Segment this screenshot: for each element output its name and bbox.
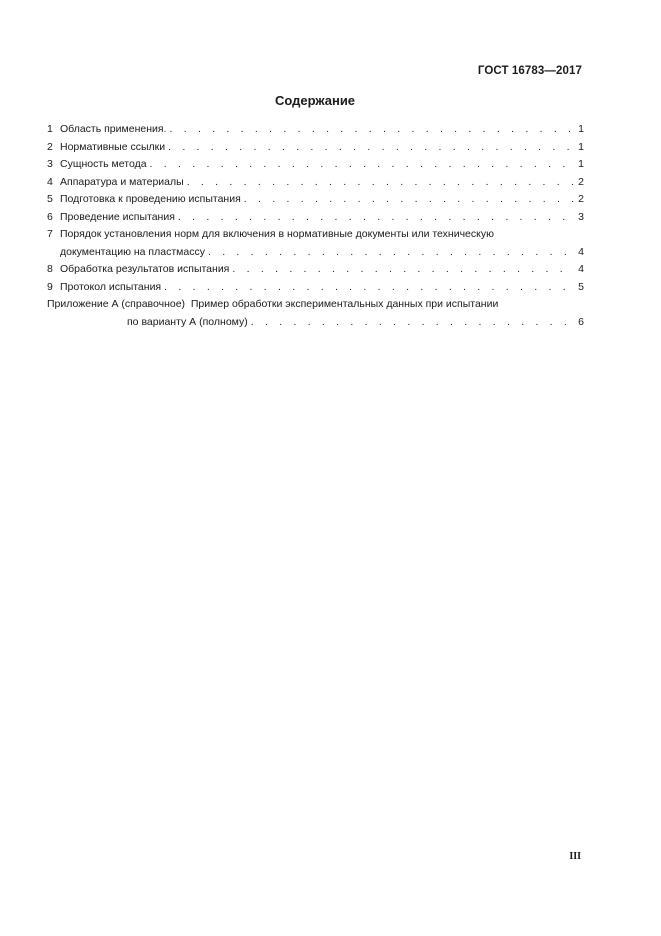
dot-leader xyxy=(178,209,575,227)
toc-entry-page: 3 xyxy=(578,210,584,223)
toc-entry-page: 1 xyxy=(578,140,584,153)
toc-entry-number: 9 xyxy=(47,280,53,293)
toc-entry-label-line1: Порядок установления норм для включения в нормативные документы или техническую xyxy=(60,228,494,240)
dot-leader xyxy=(168,139,575,157)
toc-entry-number: 7 xyxy=(47,228,53,240)
document-code: ГОСТ 16783—2017 xyxy=(477,65,582,77)
dot-leader xyxy=(232,261,575,279)
toc-entry-9[interactable] xyxy=(47,279,584,297)
dot-leader xyxy=(169,121,575,139)
toc-entry-number: 8 xyxy=(47,263,53,275)
toc-title: Содержание xyxy=(274,93,356,108)
toc-entry-number: 2 xyxy=(47,140,53,153)
dot-leader xyxy=(187,174,575,192)
toc-entry-label: Проведение испытания xyxy=(60,210,175,223)
toc-entry-page: 2 xyxy=(578,193,584,205)
toc-entry-number: 1 xyxy=(47,123,53,135)
toc-entry-label-line2: документацию на пластмассу xyxy=(60,244,208,262)
toc-entry-1[interactable] xyxy=(47,121,584,139)
toc-entry-5[interactable] xyxy=(47,191,584,209)
toc-entry-label: Аппаратура и материалы xyxy=(60,175,184,188)
toc-entry-page: 2 xyxy=(578,175,584,188)
toc-appendix-label-line1: Приложение А (справочное) Пример обработки экспериментальных данных при испытании xyxy=(47,298,499,310)
page-number: III xyxy=(569,851,581,862)
toc-entry-page: 4 xyxy=(578,245,584,258)
dot-leader xyxy=(244,191,575,209)
toc-entry-label: Область применения. xyxy=(60,123,167,135)
dot-leader xyxy=(164,279,575,297)
toc-entry-2[interactable] xyxy=(47,139,584,157)
toc-entry-number: 5 xyxy=(47,193,53,205)
toc-entry-4[interactable] xyxy=(47,174,584,192)
toc-appendix-page: 6 xyxy=(578,315,584,328)
dot-leader xyxy=(208,244,575,262)
table-of-contents xyxy=(47,121,584,331)
toc-appendix-label-line2: по варианту А (полному) xyxy=(127,314,251,332)
toc-entry-number: 4 xyxy=(47,175,53,188)
toc-entry-page: 4 xyxy=(578,263,584,275)
toc-entry-number: 3 xyxy=(47,158,53,170)
toc-entry-number: 6 xyxy=(47,210,53,223)
toc-entry-page: 1 xyxy=(578,158,584,170)
toc-entry-label: Подготовка к проведению испытания xyxy=(60,193,241,205)
toc-entry-page: 5 xyxy=(578,280,584,293)
toc-entry-label: Обработка результатов испытания xyxy=(60,263,230,275)
toc-entry-3[interactable] xyxy=(47,156,584,174)
toc-entry-7[interactable] xyxy=(47,226,584,261)
toc-entry-6[interactable] xyxy=(47,209,584,227)
toc-entry-page: 1 xyxy=(578,123,584,135)
toc-entry-label: Нормативные ссылки xyxy=(60,140,166,153)
dot-leader xyxy=(150,156,576,174)
dot-leader xyxy=(251,314,575,332)
toc-entry-label: Сущность метода xyxy=(60,158,147,170)
toc-entry-label: Протокол испытания xyxy=(60,280,162,293)
toc-entry-8[interactable] xyxy=(47,261,584,279)
toc-appendix-a[interactable] xyxy=(47,296,584,331)
